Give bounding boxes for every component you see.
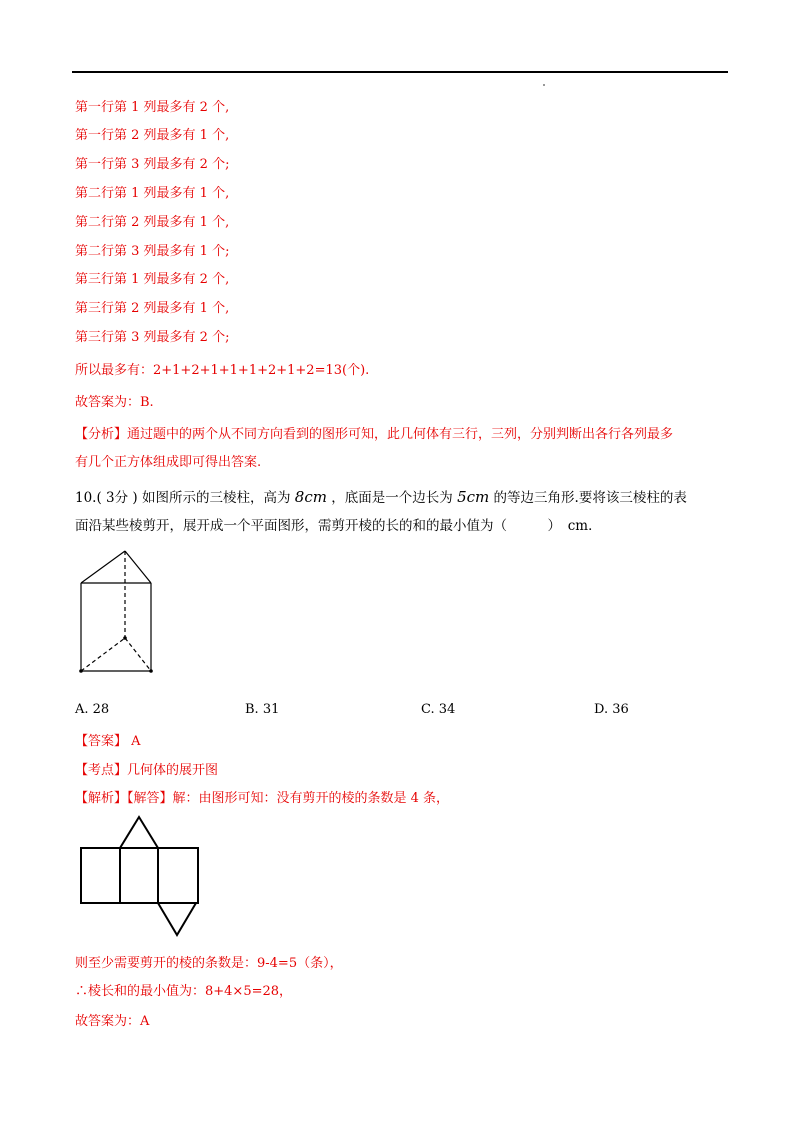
solution-line-9: 第三行第 3 列最多有 2 个; — [75, 330, 230, 345]
question-10-line-2: 面沿某些棱剪开，展开成一个平面图形，需剪开棱的长的和的最小值为（ ） cm． — [75, 518, 602, 534]
solution-line-7: 第三行第 1 列最多有 2 个, — [75, 272, 230, 287]
choice-d: D. 36 — [594, 702, 629, 717]
choice-a: A. 28 — [75, 702, 110, 717]
header-dot — [543, 84, 545, 86]
tail-line-1: 则至少需要剪开的棱的条数是：9-4=5（条）， — [75, 956, 343, 971]
analysis-line-1: 【分析】通过题中的两个从不同方向看到的图形可知，此几何体有三行，三列，分别判断出各行各列最多 — [75, 427, 674, 442]
question-text-c: 的等边三角形.要将该三棱柱的表 — [493, 490, 687, 506]
solution-line-2: 第一行第 2 列最多有 1 个, — [75, 128, 230, 143]
question-10-line-1 — [75, 483, 735, 512]
solution-line-1: 第一行第 1 列最多有 2 个, — [75, 100, 230, 115]
analysis-line-2: 有几个正方体组成即可得出答案. — [75, 455, 262, 470]
tail-line-2: ∴棱长和的最小值为：8+4×5=28， — [75, 984, 293, 999]
question-text-b: ，底面是一个边长为 — [331, 490, 453, 506]
header-rule — [72, 71, 728, 73]
solution-line-8: 第三行第 2 列最多有 1 个, — [75, 301, 230, 316]
answer-label: 【答案】 A — [75, 734, 141, 749]
kaodian-label: 【考点】几何体的展开图 — [75, 763, 219, 778]
question-number: 10. — [75, 490, 97, 506]
choice-c: C. 34 — [421, 702, 456, 717]
solution-line-4: 第二行第 1 列最多有 1 个, — [75, 186, 230, 201]
solution-line-5: 第二行第 2 列最多有 1 个, — [75, 215, 230, 230]
solution-line-3: 第一行第 3 列最多有 2 个; — [75, 157, 230, 172]
net-figure — [80, 815, 200, 940]
height-value: 8cm — [294, 488, 327, 506]
jiexi-label: 【解析】【解答】解：由图形可知：没有剪开的棱的条数是 4 条， — [75, 791, 450, 806]
question-text-a: 如图所示的三棱柱，高为 — [142, 490, 291, 506]
solution-line-6: 第二行第 3 列最多有 1 个; — [75, 244, 230, 259]
question-score: ( 3分 ) — [96, 490, 138, 506]
answer-line-q9: 故答案为：B. — [75, 395, 154, 410]
tail-line-3: 故答案为：A — [75, 1014, 150, 1029]
prism-figure — [78, 548, 158, 676]
choice-b: B. 31 — [245, 702, 280, 717]
side-value: 5cm — [457, 488, 490, 506]
question-10 — [75, 483, 735, 540]
solution-total: 所以最多有：2+1+2+1+1+1+2+1+2=13(个). — [75, 363, 370, 378]
